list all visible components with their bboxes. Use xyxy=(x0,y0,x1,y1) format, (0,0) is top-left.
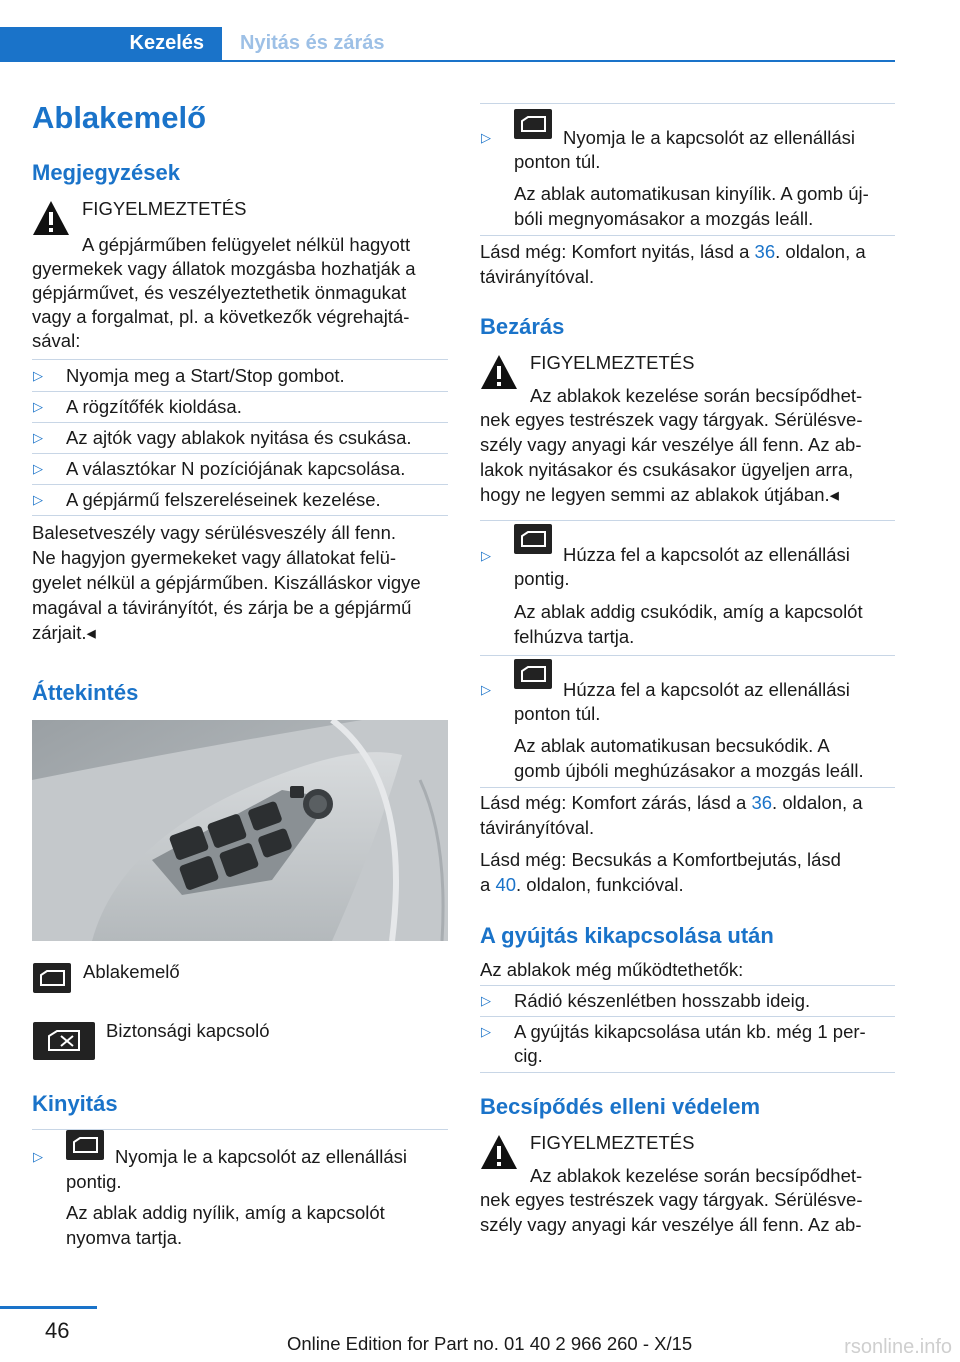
tab-kezeles[interactable]: Kezelés xyxy=(0,27,222,60)
warning-icon xyxy=(32,199,70,237)
list-item: Az ablak addig nyílik, amíg a kapcsolót xyxy=(66,1202,385,1223)
list-item: A rögzítőfék kioldása. xyxy=(66,396,242,417)
window-switch-icon xyxy=(33,963,71,993)
bullet-triangle-icon: ▷ xyxy=(33,492,43,507)
section-heading-close: Bezárás xyxy=(480,314,565,339)
list-divider xyxy=(32,422,448,423)
section-heading-pinch: Becsípődés elleni védelem xyxy=(480,1094,761,1119)
warning-text-line: Ne hagyjon gyermekeket vagy állatokat felü- xyxy=(32,547,397,568)
list-item: pontig. xyxy=(66,1171,122,1192)
warning-icon xyxy=(480,353,518,391)
see-also-text: Lásd még: Becsukás a Komfortbejutás, lásd xyxy=(480,849,841,870)
door-panel-photo xyxy=(32,720,448,941)
warning-text-line: A gépjárműben felügyelet nélkül hagyott xyxy=(82,234,411,255)
bullet-triangle-icon: ▷ xyxy=(481,548,491,563)
list-divider xyxy=(32,391,448,392)
warning-title: FIGYELMEZTETÉS xyxy=(530,352,695,373)
list-divider xyxy=(32,484,448,485)
warning-text-line: gyermekek vagy állatok mozgásba hozhatják a xyxy=(32,258,416,279)
watermark: rsonline.info xyxy=(844,1336,952,1358)
page-title: Ablakemelő xyxy=(32,100,207,135)
warning-text-line: nek egyes testrészek vagy tárgyak. Sérülésve- xyxy=(480,1189,863,1210)
window-switch-icon xyxy=(514,659,552,689)
warning-text-line: zárjait.◂ xyxy=(32,622,96,643)
page-number: 46 xyxy=(45,1318,70,1343)
list-item: Nyomja le a kapcsolót az ellenállási xyxy=(115,1146,408,1167)
page-link[interactable]: 40 xyxy=(495,874,517,895)
section-heading-notes: Megjegyzések xyxy=(32,160,180,185)
header-tabs xyxy=(0,27,895,62)
list-item: pontig. xyxy=(514,568,570,589)
page-link[interactable]: 36 xyxy=(754,241,776,262)
warning-title: FIGYELMEZTETÉS xyxy=(82,198,247,219)
list-item: Nyomja le a kapcsolót az ellenállási xyxy=(563,127,856,148)
see-also-text: a 40. oldalon, funkcióval. xyxy=(480,874,684,895)
window-switch-icon xyxy=(66,1130,104,1160)
paragraph: Az ablakok még működtethetők: xyxy=(480,959,744,980)
list-divider xyxy=(480,103,895,104)
header-divider xyxy=(0,60,895,62)
list-divider xyxy=(480,235,895,236)
warning-text-line: vagy a forgalmat, pl. a következők végrehajtá- xyxy=(32,306,410,327)
warning-text-line: szély vagy anyagi kár veszélye áll fenn. Az ab- xyxy=(480,1214,862,1235)
bullet-triangle-icon: ▷ xyxy=(481,993,491,1008)
warning-icon xyxy=(480,1133,518,1171)
see-also-text: Lásd még: Komfort zárás, lásd a 36. oldalon, a xyxy=(480,792,863,813)
list-divider xyxy=(480,985,895,986)
bullet-triangle-icon: ▷ xyxy=(33,368,43,383)
page-link[interactable]: 36 xyxy=(751,792,773,813)
section-heading-overview: Áttekintés xyxy=(32,680,139,705)
footer-accent-line xyxy=(0,1306,97,1309)
safety-switch-icon xyxy=(33,1022,95,1060)
see-also-text: Lásd még: Komfort nyitás, lásd a 36. oldalon, a xyxy=(480,241,866,262)
list-item: Az ajtók vagy ablakok nyitása és csukása. xyxy=(66,427,412,448)
list-divider xyxy=(480,655,895,656)
list-divider xyxy=(480,787,895,788)
list-item: ponton túl. xyxy=(514,703,601,724)
tab-nyitas-es-zaras[interactable]: Nyitás és zárás xyxy=(240,32,385,54)
warning-text-line: Balesetveszély vagy sérülésveszély áll fenn. xyxy=(32,522,397,543)
section-heading-ignition: A gyújtás kikapcsolása után xyxy=(480,923,774,948)
warning-text-line: Az ablakok kezelése során becsípődhet- xyxy=(530,1165,863,1186)
warning-text-line: magával a távirányítót, és zárja be a gépjármű xyxy=(32,597,412,618)
bullet-triangle-icon: ▷ xyxy=(481,1024,491,1039)
list-item: cig. xyxy=(514,1045,543,1066)
bullet-triangle-icon: ▷ xyxy=(33,1149,43,1164)
list-item: Rádió készenlétben hosszabb ideig. xyxy=(514,990,811,1011)
warning-title: FIGYELMEZTETÉS xyxy=(530,1132,695,1153)
bullet-triangle-icon: ▷ xyxy=(33,399,43,414)
list-item: ponton túl. xyxy=(514,151,601,172)
warning-text-line: Az ablakok kezelése során becsípődhet- xyxy=(530,385,863,406)
window-switch-icon xyxy=(514,109,552,139)
list-item: A gépjármű felszereléseinek kezelése. xyxy=(66,489,381,510)
warning-text-line: gépjárművet, és veszélyeztethetik önmagukat xyxy=(32,282,407,303)
list-item: Az ablak automatikusan becsukódik. A xyxy=(514,735,830,756)
list-item: Húzza fel a kapcsolót az ellenállási xyxy=(563,544,850,565)
legend-label: Biztonsági kapcsoló xyxy=(106,1020,270,1041)
see-also-text: távirányítóval. xyxy=(480,817,595,838)
bullet-triangle-icon: ▷ xyxy=(33,461,43,476)
section-heading-open: Kinyitás xyxy=(32,1091,118,1116)
list-divider xyxy=(480,520,895,521)
list-item: Nyomja meg a Start/Stop gombot. xyxy=(66,365,345,386)
see-also-text: távirányítóval. xyxy=(480,266,595,287)
bullet-triangle-icon: ▷ xyxy=(481,130,491,145)
legend-label: Ablakemelő xyxy=(83,961,180,982)
list-item: A választókar N pozíciójának kapcsolása. xyxy=(66,458,406,479)
warning-text-line: szély vagy anyagi kár veszélye áll fenn. Az ab- xyxy=(480,434,862,455)
list-item: Az ablak addig csukódik, amíg a kapcsolót xyxy=(514,601,863,622)
list-divider xyxy=(32,359,448,360)
list-divider xyxy=(32,453,448,454)
list-item: nyomva tartja. xyxy=(66,1227,183,1248)
list-item: felhúzva tartja. xyxy=(514,626,635,647)
list-item: Húzza fel a kapcsolót az ellenállási xyxy=(563,679,850,700)
list-item: bóli megnyomásakor a mozgás leáll. xyxy=(514,208,814,229)
list-divider xyxy=(32,515,448,516)
warning-text-line: gyelet nélkül a gépjárműben. Kiszálláskor vigye xyxy=(32,572,421,593)
list-divider xyxy=(480,1016,895,1017)
list-divider xyxy=(480,1072,895,1073)
warning-text-line: lakok nyitásakor és csukásakor ügyeljen arra, xyxy=(480,459,854,480)
warning-text-line: nek egyes testrészek vagy tárgyak. Sérülésve- xyxy=(480,409,863,430)
warning-text-line: sával: xyxy=(32,330,81,351)
bullet-triangle-icon: ▷ xyxy=(33,430,43,445)
list-item: A gyújtás kikapcsolása után kb. még 1 per- xyxy=(514,1021,866,1042)
window-switch-icon xyxy=(514,524,552,554)
list-item: gomb újbóli meghúzásakor a mozgás leáll. xyxy=(514,760,864,781)
footer-edition: Online Edition for Part no. 01 40 2 966 260 - X/15 xyxy=(287,1333,693,1354)
bullet-triangle-icon: ▷ xyxy=(481,682,491,697)
warning-text-line: hogy ne legyen semmi az ablakok útjában.◂ xyxy=(480,484,839,505)
list-item: Az ablak automatikusan kinyílik. A gomb új- xyxy=(514,183,869,204)
